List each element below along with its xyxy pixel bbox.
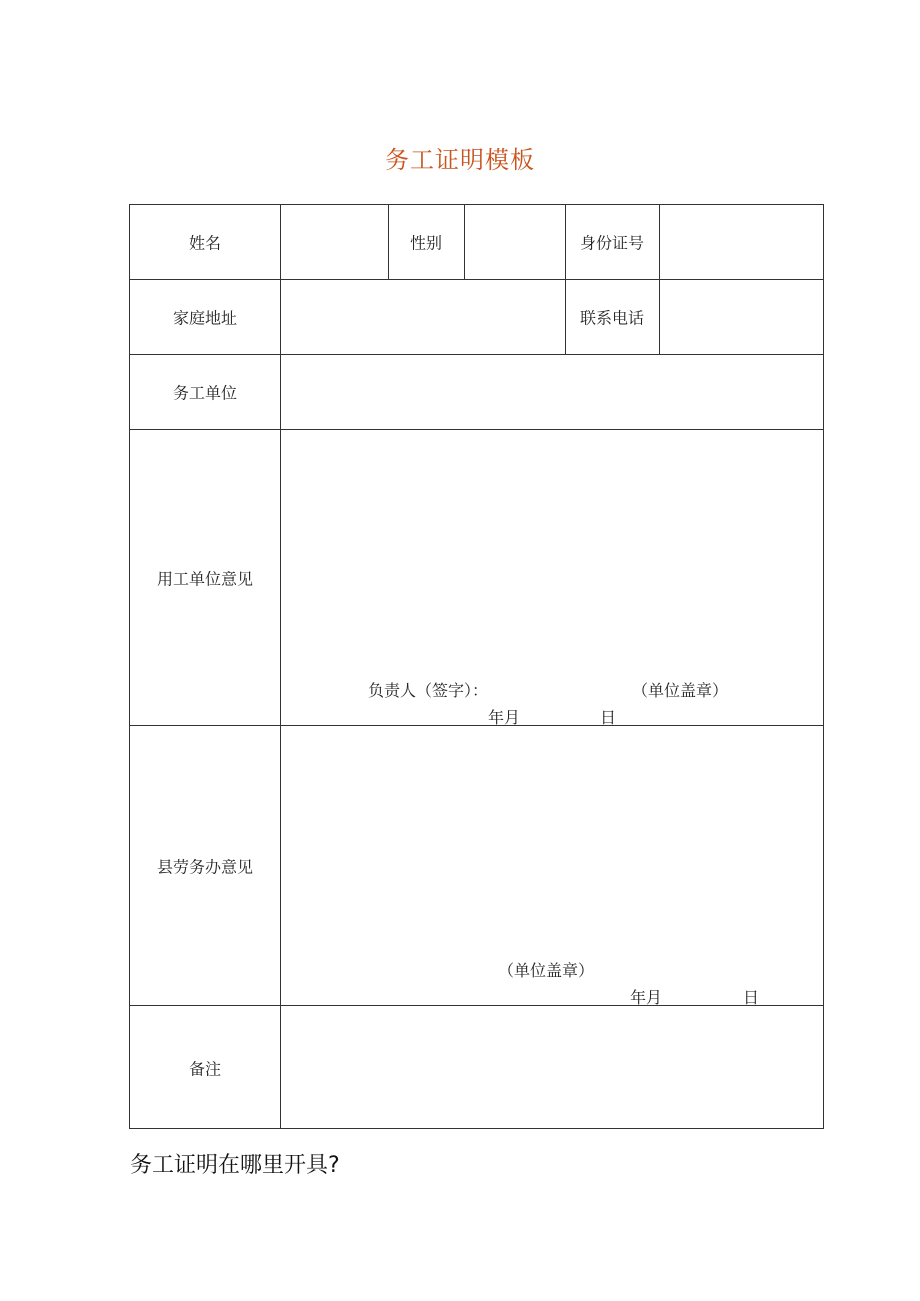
page-title: 务工证明模板 (385, 146, 535, 174)
gender-field[interactable] (465, 205, 565, 279)
id-number-field[interactable] (660, 205, 823, 279)
contact-phone-field[interactable] (660, 280, 823, 354)
county-labor-office-opinion-label: 县劳务办意见 (156, 857, 254, 877)
gender-label: 性别 (409, 233, 443, 253)
employer-opinion-label: 用工单位意见 (156, 569, 254, 589)
remarks-field[interactable] (281, 1006, 823, 1128)
table-border-bottom (129, 1128, 824, 1129)
employer-opinion-field[interactable] (281, 430, 823, 725)
name-field[interactable] (281, 205, 388, 279)
employer-signer-label: 负责人（签字）： (368, 681, 489, 700)
county-date-day: 日 (743, 988, 760, 1007)
home-address-field[interactable] (281, 280, 565, 354)
work-unit-field[interactable] (281, 355, 823, 429)
employer-seal-label: （单位盖章） (632, 681, 729, 700)
table-border-right (823, 204, 824, 1129)
column-divider (565, 204, 566, 354)
home-address-label: 家庭地址 (172, 308, 238, 328)
county-date-year-month: 年月 (630, 988, 663, 1007)
county-seal-label: （单位盖章） (498, 961, 595, 980)
employer-date-day: 日 (600, 708, 617, 727)
table-border-left (129, 204, 130, 1129)
work-unit-label: 务工单位 (172, 383, 238, 403)
remarks-label: 备注 (188, 1059, 222, 1079)
name-label: 姓名 (188, 233, 222, 253)
employer-date-year-month: 年月 (488, 708, 521, 727)
footer-question-heading: 务工证明在哪里开具? (130, 1153, 340, 1178)
id-number-label: 身份证号 (579, 233, 645, 253)
contact-phone-label: 联系电话 (579, 308, 645, 328)
column-divider (388, 204, 389, 279)
